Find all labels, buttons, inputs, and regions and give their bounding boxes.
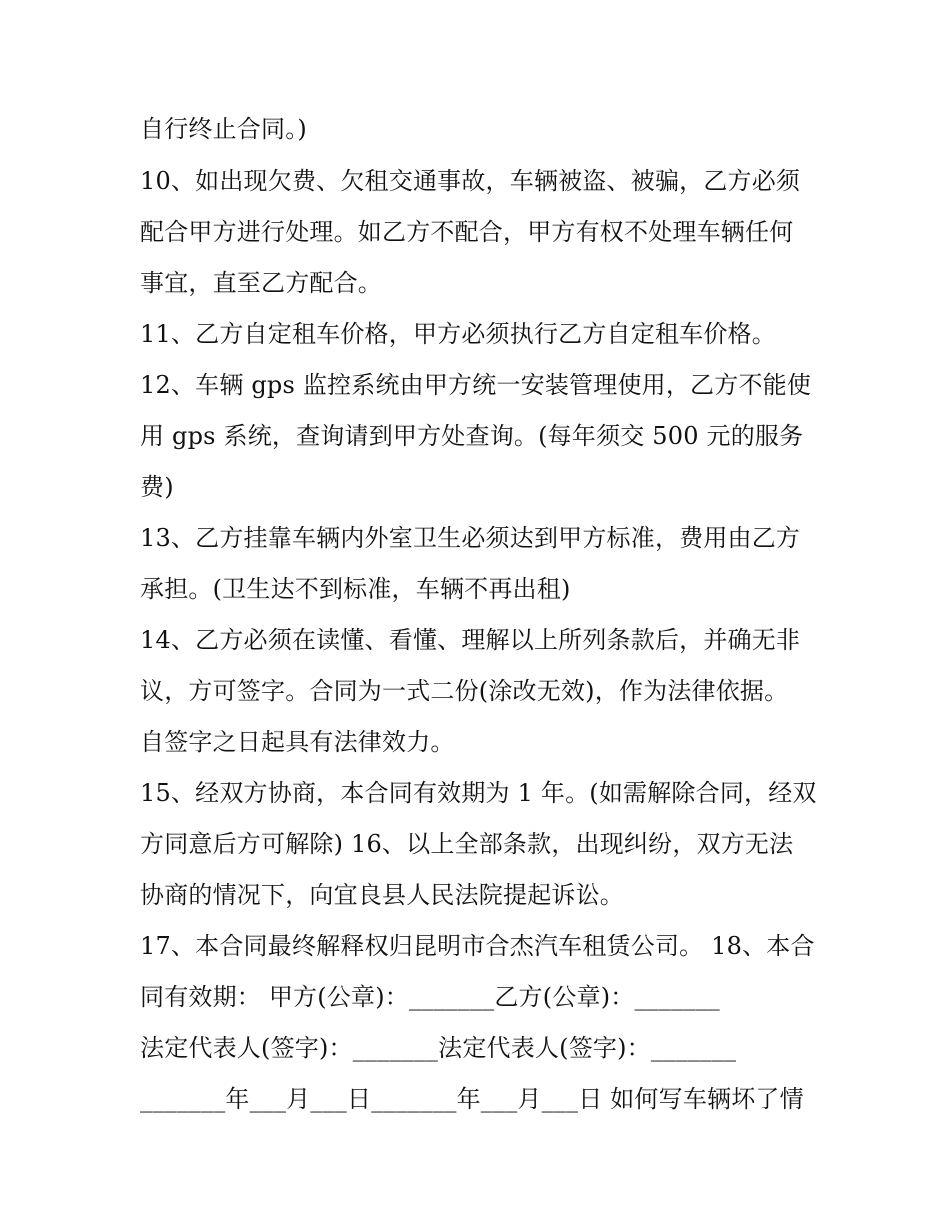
text-line-17: 17、本合同最终解释权归昆明市合杰汽车租赁公司。 18、本合 [140,932,815,960]
text-line-16: 协商的情况下，向宜良县人民法院提起诉讼。 [140,881,624,909]
text-line-18: 同有效期： 甲方(公章)：_______乙方(公章)：_______ [140,983,720,1011]
text-line-6: 12、车辆 gps 监控系统由甲方统一安装管理使用，乙方不能使 [140,371,812,399]
text-line-5: 11、乙方自定租车价格，甲方必须执行乙方自定租车价格。 [140,320,776,348]
text-line-12: 议，方可签字。合同为一式二份(涂改无效)，作为法律依据。 [140,677,789,705]
text-line-1: 自行终止合同。) [140,115,307,143]
text-line-9: 13、乙方挂靠车辆内外室卫生必须达到甲方标准，费用由乙方 [140,524,801,552]
text-line-8: 费) [140,473,174,501]
text-line-7: 用 gps 系统，查询请到甲方处查询。(每年须交 500 元的服务 [140,422,804,450]
text-line-14: 15、经双方协商，本合同有效期为 1 年。(如需解除合同，经双 [140,779,817,807]
text-line-13: 自签字之日起具有法律效力。 [140,728,455,756]
text-line-15: 方同意后方可解除) 16、以上全部条款，出现纠纷，双方无法 [140,830,794,858]
text-line-10: 承担。(卫生达不到标准，车辆不再出租) [140,575,571,603]
text-line-11: 14、乙方必须在读懂、看懂、理解以上所列条款后，并确无非 [140,626,801,654]
text-line-20: _______年___月___日_______年___月___日 如何写车辆坏了情 [140,1085,804,1113]
text-line-2: 10、如出现欠费、欠租交通事故，车辆被盗、被骗，乙方必须 [140,167,801,195]
text-line-3: 配合甲方进行处理。如乙方不配合，甲方有权不处理车辆任何 [140,218,794,246]
text-line-4: 事宜，直至乙方配合。 [140,269,382,297]
text-line-19: 法定代表人(签字)：_______法定代表人(签字)：_______ [140,1034,737,1062]
